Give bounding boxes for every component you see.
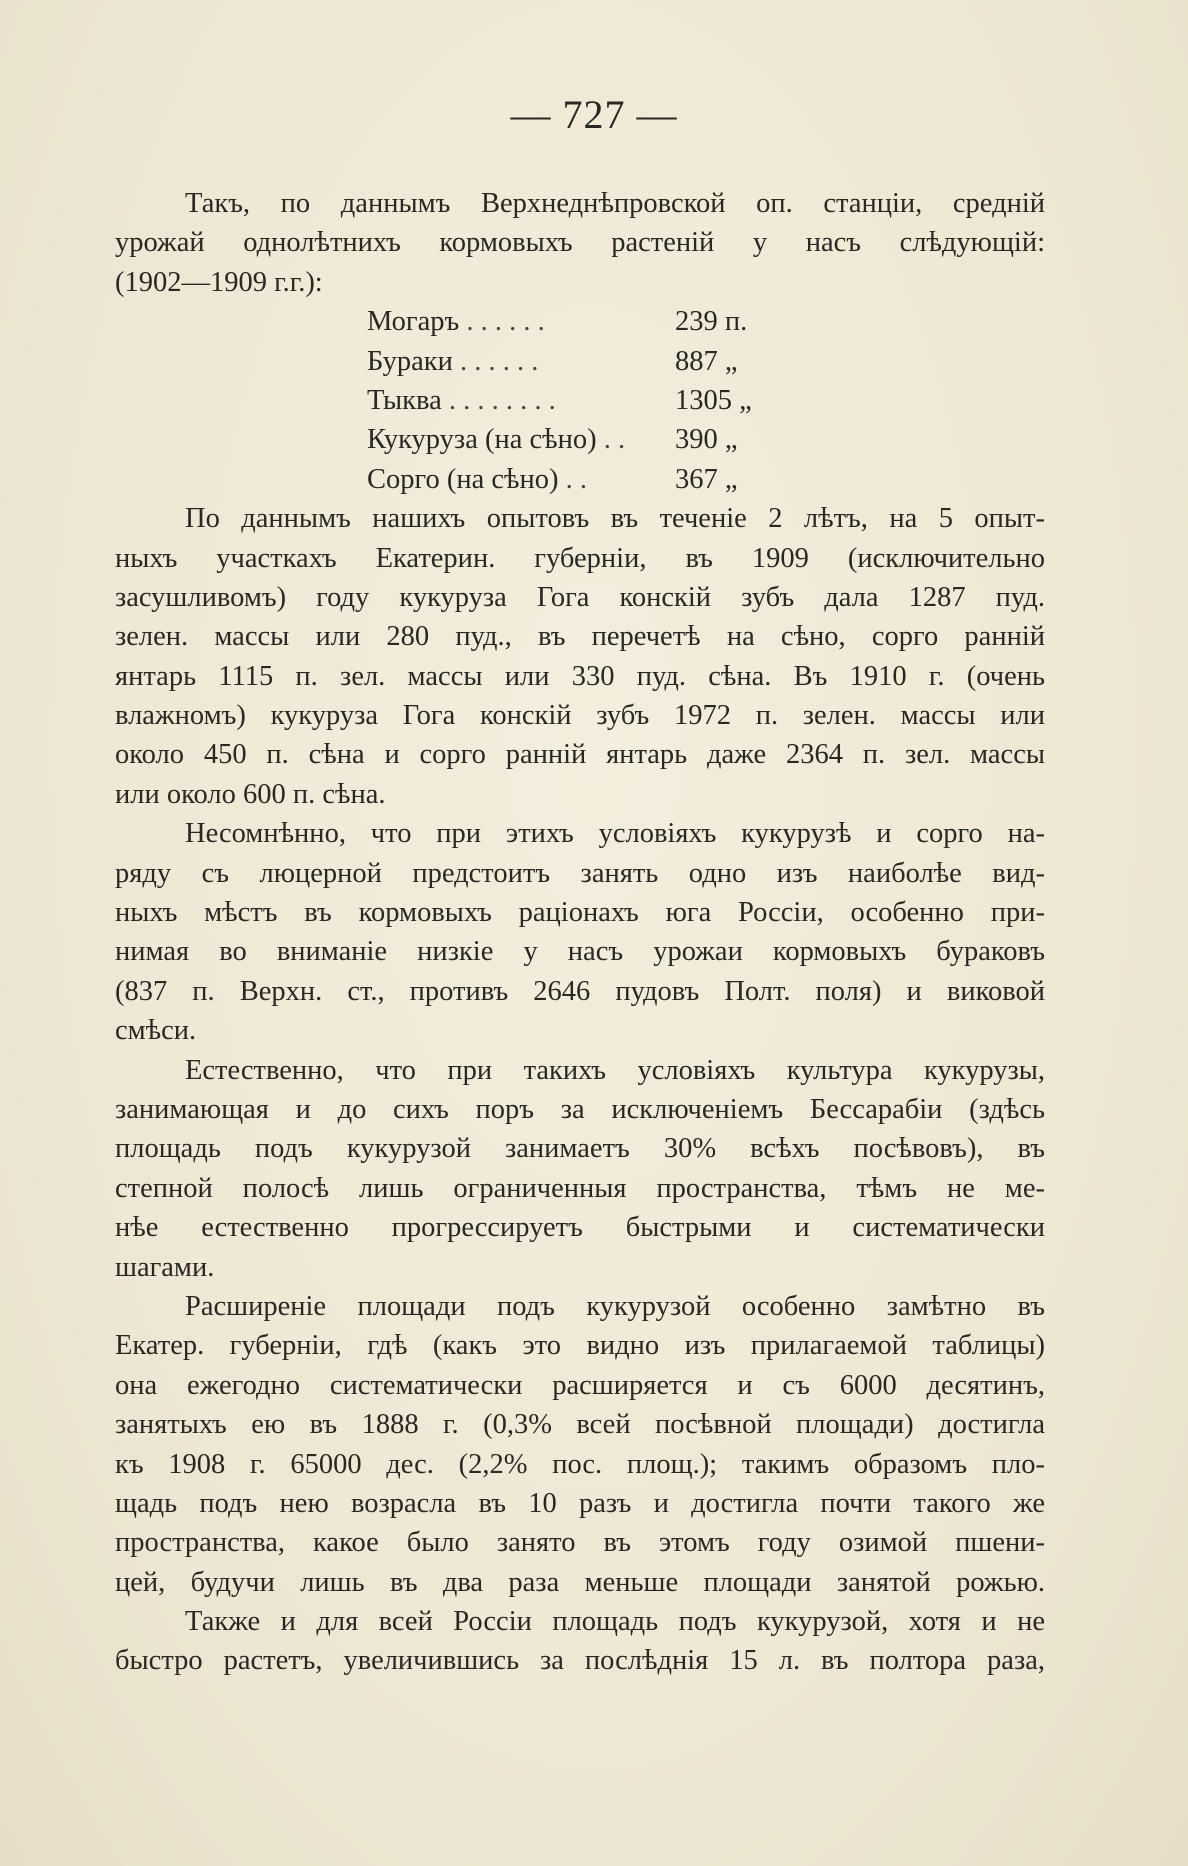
leader-dots: . . . . . . . . (441, 384, 556, 416)
text-line: ныхъ мѣстъ въ кормовыхъ раціонахъ юга Россіи, особенно при- (115, 897, 1045, 929)
text-line: или около 600 п. сѣна. (115, 778, 386, 810)
leader-dots: . . . . . . (452, 345, 539, 377)
crop-label: Кукуруза (на сѣно) (367, 424, 597, 456)
text-line: (837 п. Верхн. ст., противъ 2646 пудовъ Полт. поля) и виковой (115, 975, 1045, 1007)
text-line: нѣе естественно прогрессируетъ быстрыми и систематически (115, 1212, 1045, 1244)
text-line: Расширеніе площади подъ кукурузой особенно замѣтно въ (185, 1290, 1045, 1322)
text-line: къ 1908 г. 65000 дес. (2,2% пос. площ.); такимъ образомъ пло- (115, 1448, 1045, 1480)
crop-label: Тыква (367, 384, 442, 416)
crop-yield-value: 367 „ (675, 463, 738, 495)
text-line: зелен. массы или 280 пуд., въ перечетѣ на сѣно, сорго ранній (115, 621, 1045, 653)
text-line: щадь подъ нею возрасла въ 10 разъ и достигла почти такого же (115, 1487, 1045, 1519)
leader-dots: . . (596, 424, 626, 456)
text-line: По даннымъ нашихъ опытовъ въ теченіе 2 лѣтъ, на 5 опыт- (185, 503, 1045, 535)
text-line: Естественно, что при такихъ условіяхъ культура кукурузы, (185, 1054, 1045, 1086)
text-line: засушливомъ) году кукуруза Гога конскій зубъ дала 1287 пуд. (115, 581, 1045, 613)
text-line: площадь подъ кукурузой занимаетъ 30% всѣхъ посѣвовъ), въ (115, 1133, 1045, 1165)
text-line: Такъ, по даннымъ Верхнеднѣпровской оп. станціи, средній (185, 188, 1045, 219)
yield-table-row (115, 381, 1045, 420)
text-line: нимая во вниманіе низкіе у насъ урожаи кормовыхъ бураковъ (115, 936, 1045, 968)
text-line: степной полосѣ лишь ограниченныя пространства, тѣмъ не ме- (115, 1172, 1045, 1204)
text-line: Несомнѣнно, что при этихъ условіяхъ кукурузѣ и сорго на- (185, 818, 1045, 850)
yield-table-row (115, 460, 1045, 499)
text-line: быстро растетъ, увеличившись за послѣднія 15 л. въ полтора раза, (115, 1645, 1045, 1677)
text-line: ныхъ участкахъ Екатерин. губерніи, въ 1909 (исключительно (115, 542, 1045, 574)
text-line: смѣси. (115, 1015, 197, 1047)
leader-dots: . . (558, 463, 587, 495)
yield-table-row (115, 342, 1045, 381)
crop-name (367, 460, 587, 499)
text-line: Также и для всей Россіи площадь подъ кукурузой, хотя и не (185, 1606, 1045, 1638)
text-line: цей, будучи лишь въ два раза меньше площади занятой рожью. (115, 1566, 1045, 1598)
crop-yield-value: 390 „ (675, 424, 738, 456)
crop-name (367, 420, 625, 459)
crop-label: Бураки (367, 345, 453, 377)
text-line: она ежегодно систематически расширяется и съ 6000 десятинъ, (115, 1369, 1045, 1401)
crop-name (367, 302, 545, 341)
text-line: около 450 п. сѣна и сорго ранній янтарь даже 2364 п. зел. массы (115, 739, 1045, 771)
text-line: урожай однолѣтнихъ кормовыхъ растеній у насъ слѣдующій: (115, 227, 1045, 259)
leader-dots: . . . . . . (459, 306, 545, 338)
text-line: Екатер. губерніи, гдѣ (какъ это видно изъ прилагаемой таблицы) (115, 1330, 1045, 1362)
text-line: пространства, какое было занято въ этомъ году озимой пшени- (115, 1527, 1045, 1559)
crop-label: Сорго (на сѣно) (367, 463, 559, 495)
yield-table-row (115, 302, 1045, 341)
crop-yield-value: 239 п. (675, 306, 748, 338)
page-number: — 727 — (510, 92, 678, 137)
text-line: (1902—1909 г.г.): (115, 266, 323, 298)
yield-table-row (115, 420, 1045, 459)
text-line: занятыхъ ею въ 1888 г. (0,3% всей посѣвной площади) достигла (115, 1409, 1045, 1441)
crop-yield-value: 1305 „ (675, 384, 752, 416)
crop-label: Могаръ (367, 306, 460, 338)
text-line: ряду съ люцерной предстоитъ занять одно изъ наиболѣе вид- (115, 857, 1045, 889)
text-line: янтарь 1115 п. зел. массы или 330 пуд. сѣна. Въ 1910 г. (очень (115, 660, 1045, 692)
crop-yield-value: 887 „ (675, 345, 738, 377)
text-line: шагами. (115, 1251, 215, 1283)
crop-name (367, 381, 556, 420)
crop-name (367, 342, 538, 381)
body-text (115, 184, 1045, 1681)
text-line: влажномъ) кукуруза Гога конскій зубъ 1972 п. зелен. массы или (115, 700, 1045, 732)
text-line: занимающая и до сихъ поръ за исключеніемъ Бессарабіи (здѣсь (115, 1093, 1045, 1125)
